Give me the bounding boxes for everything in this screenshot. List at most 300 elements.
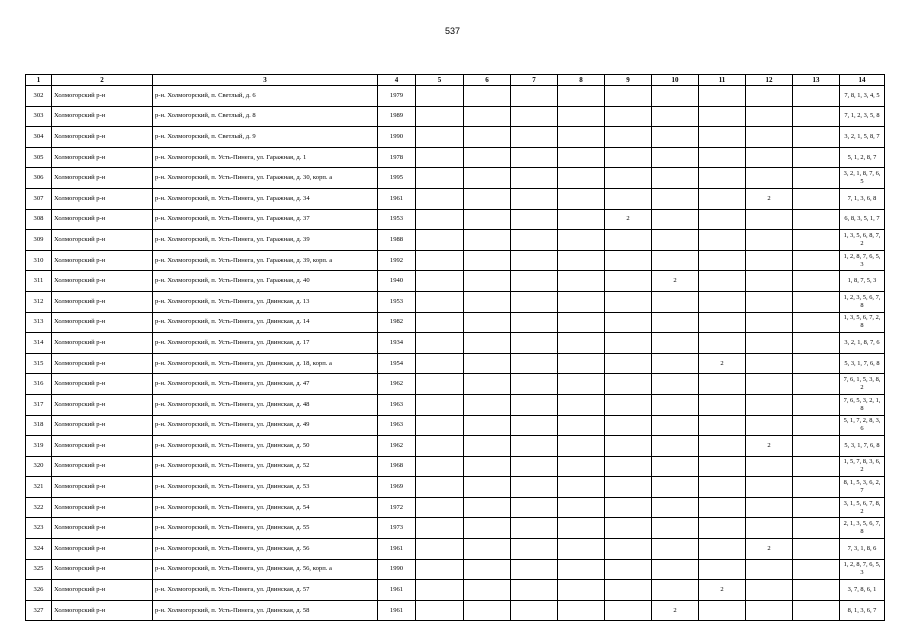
year-cell: 1961 xyxy=(378,580,416,601)
col10-cell xyxy=(652,127,699,148)
col7-cell xyxy=(511,127,558,148)
col9-cell xyxy=(605,374,652,395)
col9-cell xyxy=(605,456,652,477)
row-number: 322 xyxy=(26,497,52,518)
col5-cell xyxy=(416,168,464,189)
col12-cell xyxy=(746,374,793,395)
col10-cell xyxy=(652,415,699,436)
year-cell: 1978 xyxy=(378,147,416,168)
col9-cell xyxy=(605,168,652,189)
col13-cell xyxy=(793,209,840,230)
row-number: 304 xyxy=(26,127,52,148)
col6-cell xyxy=(464,436,511,457)
year-cell: 1990 xyxy=(378,127,416,148)
row-number: 327 xyxy=(26,600,52,621)
col13-cell xyxy=(793,497,840,518)
col11-cell xyxy=(699,291,746,312)
address-cell: р-н. Холмогорский, п. Усть-Пинега, ул. Двинская, д. 13 xyxy=(153,291,378,312)
row-number: 325 xyxy=(26,559,52,580)
col10-cell xyxy=(652,209,699,230)
district-cell: Холмогорский р-н xyxy=(52,333,153,354)
col14-cell: 5, 3, 1, 7, 6, 8 xyxy=(840,353,885,374)
col6-cell xyxy=(464,312,511,333)
col10-cell xyxy=(652,394,699,415)
col9-cell xyxy=(605,271,652,292)
col12-cell: 2 xyxy=(746,436,793,457)
address-cell: р-н. Холмогорский, п. Усть-Пинега, ул. Двинская, д. 14 xyxy=(153,312,378,333)
col6-cell xyxy=(464,456,511,477)
col9-cell xyxy=(605,312,652,333)
col9-cell xyxy=(605,497,652,518)
district-cell: Холмогорский р-н xyxy=(52,600,153,621)
col7-cell xyxy=(511,168,558,189)
col6-cell xyxy=(464,127,511,148)
row-number: 302 xyxy=(26,86,52,107)
col12-cell xyxy=(746,580,793,601)
table-row xyxy=(26,147,885,168)
col14-cell: 8, 1, 5, 3, 6, 2, 7 xyxy=(840,477,885,498)
col5-cell xyxy=(416,188,464,209)
col9-cell xyxy=(605,394,652,415)
table-row xyxy=(26,518,885,539)
col14-cell: 6, 8, 3, 5, 1, 7 xyxy=(840,209,885,230)
year-cell: 1940 xyxy=(378,271,416,292)
col5-cell xyxy=(416,209,464,230)
column-header-1: 1 xyxy=(26,75,52,86)
year-cell: 1963 xyxy=(378,394,416,415)
table-row xyxy=(26,415,885,436)
col11-cell xyxy=(699,415,746,436)
col5-cell xyxy=(416,415,464,436)
district-cell: Холмогорский р-н xyxy=(52,168,153,189)
district-cell: Холмогорский р-н xyxy=(52,497,153,518)
address-cell: р-н. Холмогорский, п. Светлый, д. 8 xyxy=(153,106,378,127)
column-header-12: 12 xyxy=(746,75,793,86)
col8-cell xyxy=(558,291,605,312)
col12-cell xyxy=(746,209,793,230)
col10-cell xyxy=(652,477,699,498)
row-number: 313 xyxy=(26,312,52,333)
col8-cell xyxy=(558,168,605,189)
col13-cell xyxy=(793,86,840,107)
col6-cell xyxy=(464,374,511,395)
address-cell: р-н. Холмогорский, п. Усть-Пинега, ул. Двинская, д. 17 xyxy=(153,333,378,354)
column-header-13: 13 xyxy=(793,75,840,86)
col9-cell xyxy=(605,539,652,560)
col10-cell xyxy=(652,333,699,354)
row-number: 310 xyxy=(26,250,52,271)
col9-cell xyxy=(605,106,652,127)
col7-cell xyxy=(511,312,558,333)
col8-cell xyxy=(558,209,605,230)
col11-cell xyxy=(699,271,746,292)
col12-cell xyxy=(746,312,793,333)
col7-cell xyxy=(511,209,558,230)
col9-cell xyxy=(605,580,652,601)
district-cell: Холмогорский р-н xyxy=(52,271,153,292)
district-cell: Холмогорский р-н xyxy=(52,374,153,395)
year-cell: 1953 xyxy=(378,209,416,230)
col9-cell xyxy=(605,250,652,271)
address-cell: р-н. Холмогорский, п. Усть-Пинега, ул. Двинская, д. 56, корп. а xyxy=(153,559,378,580)
table-row xyxy=(26,86,885,107)
address-cell: р-н. Холмогорский, п. Усть-Пинега, ул. Гаражная, д. 40 xyxy=(153,271,378,292)
col10-cell xyxy=(652,374,699,395)
address-cell: р-н. Холмогорский, п. Усть-Пинега, ул. Двинская, д. 56 xyxy=(153,539,378,560)
header-row xyxy=(26,75,885,86)
column-header-14: 14 xyxy=(840,75,885,86)
col10-cell xyxy=(652,456,699,477)
col5-cell xyxy=(416,456,464,477)
year-cell: 1972 xyxy=(378,497,416,518)
row-number: 315 xyxy=(26,353,52,374)
col13-cell xyxy=(793,333,840,354)
col5-cell xyxy=(416,539,464,560)
col8-cell xyxy=(558,497,605,518)
col13-cell xyxy=(793,106,840,127)
page-number: 537 xyxy=(444,26,461,36)
address-cell: р-н. Холмогорский, п. Усть-Пинега, ул. Гаражная, д. 30, корп. а xyxy=(153,168,378,189)
district-cell: Холмогорский р-н xyxy=(52,477,153,498)
address-cell: р-н. Холмогорский, п. Усть-Пинега, ул. Двинская, д. 47 xyxy=(153,374,378,395)
year-cell: 1961 xyxy=(378,600,416,621)
col10-cell xyxy=(652,312,699,333)
col6-cell xyxy=(464,147,511,168)
col12-cell xyxy=(746,353,793,374)
row-number: 312 xyxy=(26,291,52,312)
table-row xyxy=(26,230,885,251)
col14-cell: 7, 3, 1, 8, 6 xyxy=(840,539,885,560)
col11-cell: 2 xyxy=(699,353,746,374)
year-cell: 1992 xyxy=(378,250,416,271)
year-cell: 1988 xyxy=(378,230,416,251)
col6-cell xyxy=(464,209,511,230)
district-cell: Холмогорский р-н xyxy=(52,415,153,436)
col6-cell xyxy=(464,477,511,498)
col7-cell xyxy=(511,600,558,621)
district-cell: Холмогорский р-н xyxy=(52,209,153,230)
col8-cell xyxy=(558,559,605,580)
col13-cell xyxy=(793,250,840,271)
col5-cell xyxy=(416,600,464,621)
col10-cell: 2 xyxy=(652,271,699,292)
col12-cell xyxy=(746,106,793,127)
col6-cell xyxy=(464,271,511,292)
col6-cell xyxy=(464,291,511,312)
address-cell: р-н. Холмогорский, п. Усть-Пинега, ул. Двинская, д. 55 xyxy=(153,518,378,539)
col5-cell xyxy=(416,580,464,601)
col12-cell xyxy=(746,333,793,354)
col8-cell xyxy=(558,539,605,560)
district-cell: Холмогорский р-н xyxy=(52,559,153,580)
col14-cell: 3, 2, 1, 5, 8, 7 xyxy=(840,127,885,148)
col7-cell xyxy=(511,106,558,127)
address-cell: р-н. Холмогорский, п. Светлый, д. 6 xyxy=(153,86,378,107)
col14-cell: 1, 3, 5, 6, 7, 2, 8 xyxy=(840,312,885,333)
col5-cell xyxy=(416,559,464,580)
col10-cell xyxy=(652,106,699,127)
col12-cell xyxy=(746,415,793,436)
col10-cell xyxy=(652,559,699,580)
col8-cell xyxy=(558,374,605,395)
col6-cell xyxy=(464,539,511,560)
col11-cell xyxy=(699,600,746,621)
col6-cell xyxy=(464,333,511,354)
table-row xyxy=(26,188,885,209)
col12-cell xyxy=(746,250,793,271)
col11-cell xyxy=(699,147,746,168)
year-cell: 1961 xyxy=(378,539,416,560)
col14-cell: 3, 7, 8, 6, 1 xyxy=(840,580,885,601)
col12-cell: 2 xyxy=(746,539,793,560)
col8-cell xyxy=(558,456,605,477)
column-header-11: 11 xyxy=(699,75,746,86)
col14-cell: 3, 2, 1, 8, 7, 6 xyxy=(840,333,885,354)
col11-cell xyxy=(699,312,746,333)
col10-cell xyxy=(652,188,699,209)
col11-cell xyxy=(699,127,746,148)
row-number: 317 xyxy=(26,394,52,415)
col11-cell xyxy=(699,333,746,354)
col13-cell xyxy=(793,580,840,601)
col13-cell xyxy=(793,394,840,415)
row-number: 314 xyxy=(26,333,52,354)
year-cell: 1973 xyxy=(378,518,416,539)
district-cell: Холмогорский р-н xyxy=(52,539,153,560)
row-number: 319 xyxy=(26,436,52,457)
col11-cell xyxy=(699,477,746,498)
col8-cell xyxy=(558,230,605,251)
col10-cell xyxy=(652,353,699,374)
col12-cell xyxy=(746,230,793,251)
col9-cell xyxy=(605,127,652,148)
col13-cell xyxy=(793,127,840,148)
col8-cell xyxy=(558,147,605,168)
col11-cell xyxy=(699,456,746,477)
col9-cell xyxy=(605,518,652,539)
col14-cell: 2, 1, 3, 5, 6, 7, 8 xyxy=(840,518,885,539)
table-row xyxy=(26,353,885,374)
col7-cell xyxy=(511,559,558,580)
table-row xyxy=(26,477,885,498)
col10-cell xyxy=(652,250,699,271)
year-cell: 1954 xyxy=(378,353,416,374)
data-table xyxy=(25,74,885,621)
col14-cell: 7, 8, 1, 3, 4, 5 xyxy=(840,86,885,107)
address-cell: р-н. Холмогорский, п. Усть-Пинега, ул. Гаражная, д. 39 xyxy=(153,230,378,251)
col14-cell: 1, 2, 8, 7, 6, 5, 3 xyxy=(840,559,885,580)
row-number: 324 xyxy=(26,539,52,560)
district-cell: Холмогорский р-н xyxy=(52,147,153,168)
district-cell: Холмогорский р-н xyxy=(52,312,153,333)
col6-cell xyxy=(464,518,511,539)
col8-cell xyxy=(558,436,605,457)
col13-cell xyxy=(793,147,840,168)
col8-cell xyxy=(558,312,605,333)
address-cell: р-н. Холмогорский, п. Усть-Пинега, ул. Двинская, д. 50 xyxy=(153,436,378,457)
col7-cell xyxy=(511,580,558,601)
address-cell: р-н. Холмогорский, п. Усть-Пинега, ул. Двинская, д. 53 xyxy=(153,477,378,498)
col7-cell xyxy=(511,333,558,354)
table-row xyxy=(26,209,885,230)
col13-cell xyxy=(793,559,840,580)
row-number: 316 xyxy=(26,374,52,395)
col8-cell xyxy=(558,477,605,498)
row-number: 320 xyxy=(26,456,52,477)
table-row xyxy=(26,250,885,271)
col13-cell xyxy=(793,415,840,436)
table-row xyxy=(26,106,885,127)
col13-cell xyxy=(793,291,840,312)
district-cell: Холмогорский р-н xyxy=(52,394,153,415)
row-number: 309 xyxy=(26,230,52,251)
col8-cell xyxy=(558,415,605,436)
address-cell: р-н. Холмогорский, п. Усть-Пинега, ул. Двинская, д. 58 xyxy=(153,600,378,621)
col7-cell xyxy=(511,477,558,498)
address-cell: р-н. Холмогорский, п. Усть-Пинега, ул. Двинская, д. 52 xyxy=(153,456,378,477)
address-cell: р-н. Холмогорский, п. Усть-Пинега, ул. Двинская, д. 54 xyxy=(153,497,378,518)
year-cell: 1969 xyxy=(378,477,416,498)
col12-cell xyxy=(746,127,793,148)
district-cell: Холмогорский р-н xyxy=(52,436,153,457)
col8-cell xyxy=(558,127,605,148)
col14-cell: 7, 6, 1, 5, 3, 8, 2 xyxy=(840,374,885,395)
col5-cell xyxy=(416,127,464,148)
col12-cell xyxy=(746,168,793,189)
district-cell: Холмогорский р-н xyxy=(52,230,153,251)
col13-cell xyxy=(793,230,840,251)
col11-cell xyxy=(699,250,746,271)
district-cell: Холмогорский р-н xyxy=(52,86,153,107)
col6-cell xyxy=(464,497,511,518)
table-row xyxy=(26,436,885,457)
col12-cell xyxy=(746,477,793,498)
col14-cell: 1, 2, 8, 7, 6, 5, 3 xyxy=(840,250,885,271)
year-cell: 1962 xyxy=(378,436,416,457)
col6-cell xyxy=(464,168,511,189)
col8-cell xyxy=(558,600,605,621)
col10-cell xyxy=(652,539,699,560)
year-cell: 1982 xyxy=(378,312,416,333)
col5-cell xyxy=(416,250,464,271)
column-header-6: 6 xyxy=(464,75,511,86)
col9-cell xyxy=(605,188,652,209)
col14-cell: 1, 5, 7, 8, 3, 6, 2 xyxy=(840,456,885,477)
col6-cell xyxy=(464,353,511,374)
year-cell: 1962 xyxy=(378,374,416,395)
col13-cell xyxy=(793,539,840,560)
col14-cell: 5, 1, 2, 8, 7 xyxy=(840,147,885,168)
col11-cell xyxy=(699,86,746,107)
col10-cell xyxy=(652,86,699,107)
table-row xyxy=(26,374,885,395)
row-number: 303 xyxy=(26,106,52,127)
col5-cell xyxy=(416,333,464,354)
col10-cell xyxy=(652,518,699,539)
table-body xyxy=(26,86,885,621)
table-row xyxy=(26,291,885,312)
col7-cell xyxy=(511,456,558,477)
col11-cell xyxy=(699,230,746,251)
column-header-9: 9 xyxy=(605,75,652,86)
table-row xyxy=(26,168,885,189)
col5-cell xyxy=(416,353,464,374)
col11-cell xyxy=(699,436,746,457)
address-cell: р-н. Холмогорский, п. Усть-Пинега, ул. Двинская, д. 48 xyxy=(153,394,378,415)
col5-cell xyxy=(416,291,464,312)
col6-cell xyxy=(464,394,511,415)
col5-cell xyxy=(416,86,464,107)
col14-cell: 1, 3, 5, 6, 8, 7, 2 xyxy=(840,230,885,251)
col14-cell: 3, 1, 5, 6, 7, 8, 2 xyxy=(840,497,885,518)
col12-cell xyxy=(746,147,793,168)
col14-cell: 3, 2, 1, 8, 7, 6, 5 xyxy=(840,168,885,189)
col7-cell xyxy=(511,539,558,560)
table-row xyxy=(26,539,885,560)
year-cell: 1990 xyxy=(378,559,416,580)
col5-cell xyxy=(416,497,464,518)
district-cell: Холмогорский р-н xyxy=(52,456,153,477)
col11-cell xyxy=(699,106,746,127)
address-cell: р-н. Холмогорский, п. Усть-Пинега, ул. Двинская, д. 18, корп. а xyxy=(153,353,378,374)
col5-cell xyxy=(416,518,464,539)
col11-cell xyxy=(699,518,746,539)
col6-cell xyxy=(464,86,511,107)
col10-cell xyxy=(652,497,699,518)
col6-cell xyxy=(464,415,511,436)
col7-cell xyxy=(511,86,558,107)
year-cell: 1989 xyxy=(378,106,416,127)
row-number: 307 xyxy=(26,188,52,209)
col13-cell xyxy=(793,477,840,498)
col12-cell xyxy=(746,559,793,580)
col11-cell xyxy=(699,394,746,415)
col13-cell xyxy=(793,188,840,209)
col13-cell xyxy=(793,518,840,539)
col9-cell: 2 xyxy=(605,209,652,230)
col8-cell xyxy=(558,188,605,209)
col14-cell: 7, 1, 2, 3, 5, 8 xyxy=(840,106,885,127)
column-header-10: 10 xyxy=(652,75,699,86)
year-cell: 1995 xyxy=(378,168,416,189)
year-cell: 1961 xyxy=(378,188,416,209)
col5-cell xyxy=(416,271,464,292)
row-number: 306 xyxy=(26,168,52,189)
col5-cell xyxy=(416,106,464,127)
col12-cell xyxy=(746,291,793,312)
table-row xyxy=(26,580,885,601)
col12-cell xyxy=(746,271,793,292)
district-cell: Холмогорский р-н xyxy=(52,106,153,127)
col10-cell xyxy=(652,436,699,457)
col10-cell xyxy=(652,291,699,312)
col14-cell: 7, 1, 3, 6, 8 xyxy=(840,188,885,209)
year-cell: 1979 xyxy=(378,86,416,107)
col5-cell xyxy=(416,312,464,333)
col13-cell xyxy=(793,600,840,621)
col6-cell xyxy=(464,188,511,209)
table-row xyxy=(26,394,885,415)
col7-cell xyxy=(511,250,558,271)
table-row xyxy=(26,456,885,477)
col7-cell xyxy=(511,147,558,168)
col12-cell xyxy=(746,600,793,621)
col10-cell xyxy=(652,580,699,601)
table-row xyxy=(26,559,885,580)
col12-cell xyxy=(746,456,793,477)
col11-cell xyxy=(699,497,746,518)
col11-cell xyxy=(699,539,746,560)
